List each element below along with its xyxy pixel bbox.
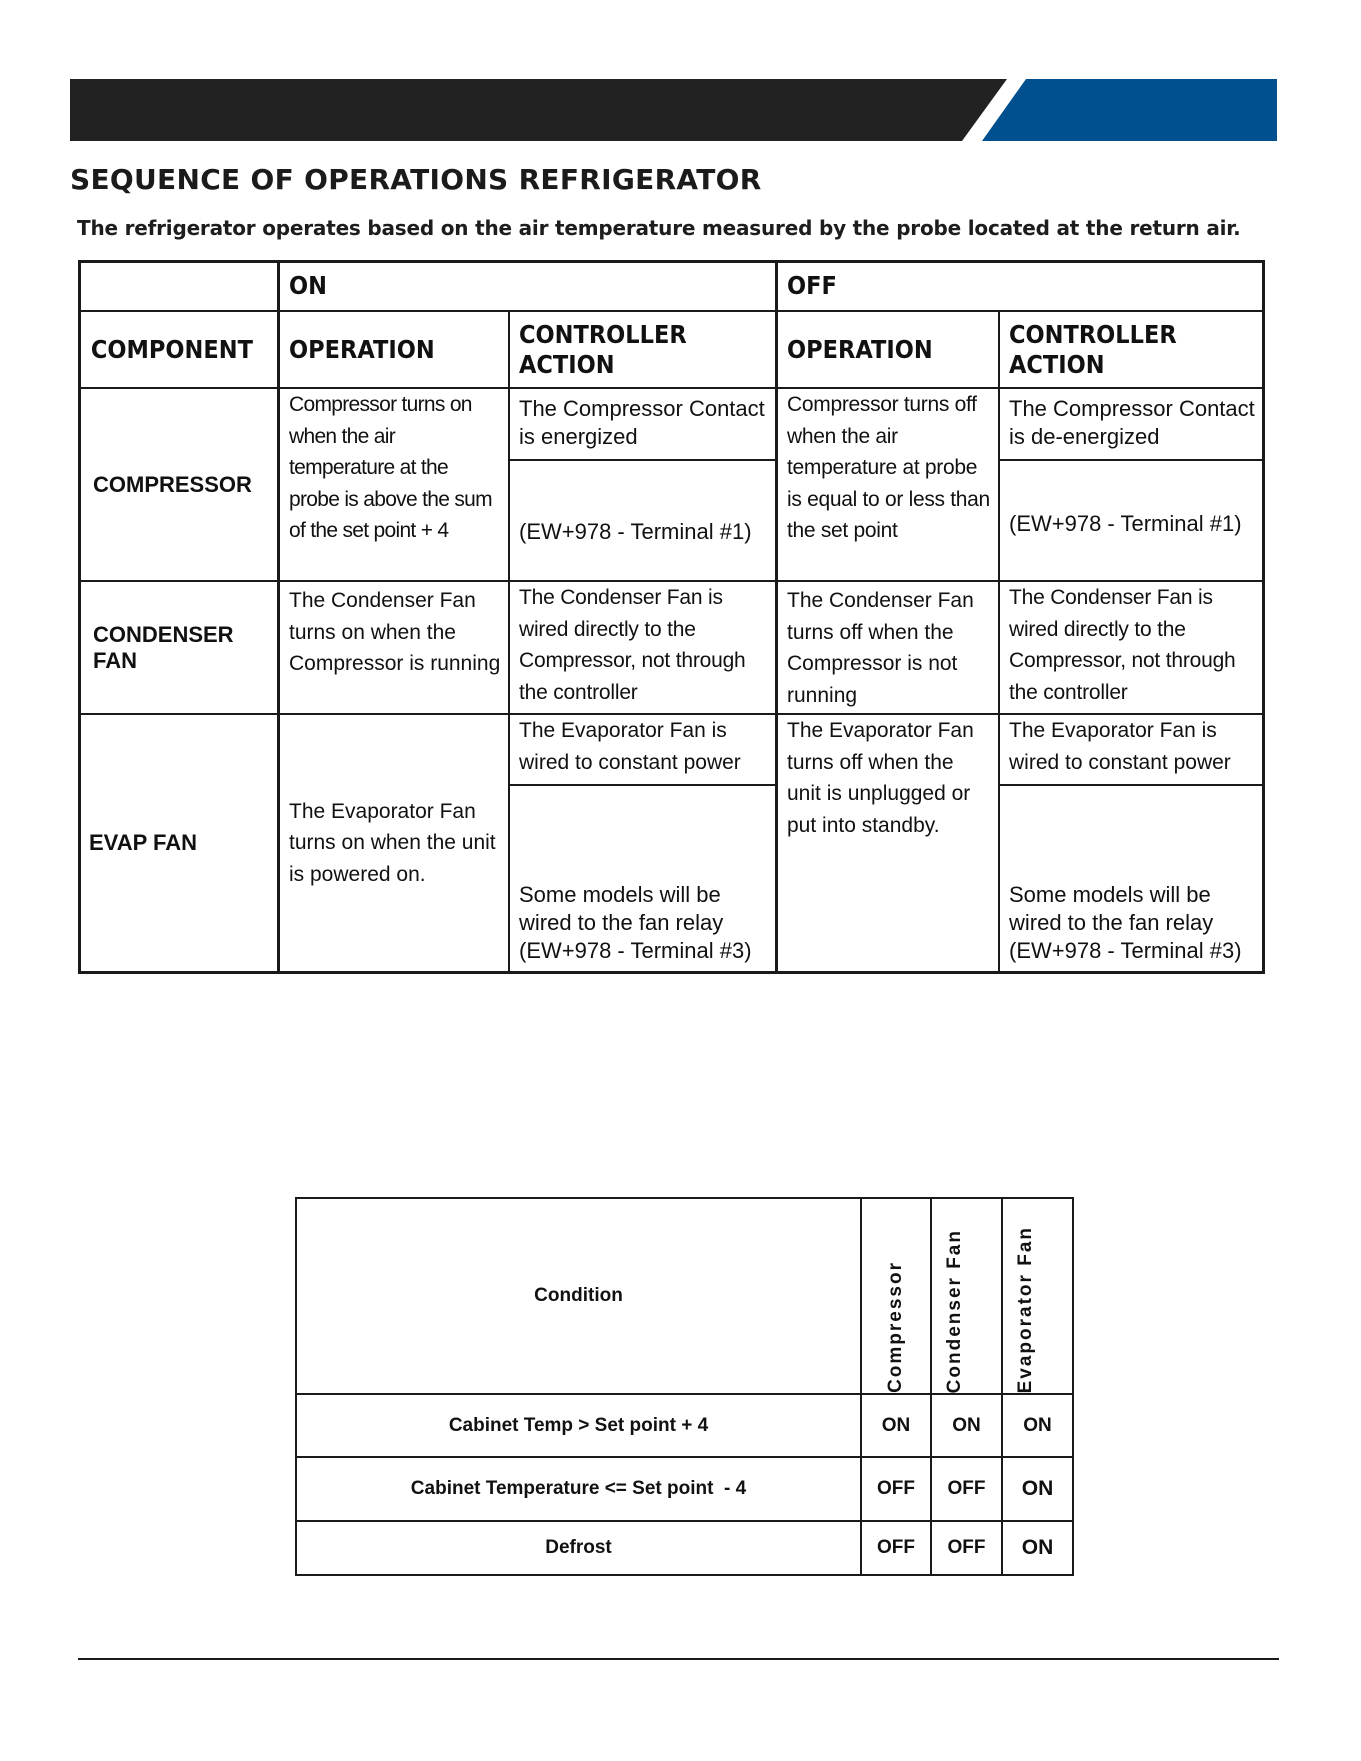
column-header-on-operation: OPERATION	[289, 334, 435, 364]
compressor-off-action-bottom: (EW+978 - Terminal #1)	[1009, 510, 1242, 536]
row-header-compressor: COMPRESSOR	[93, 471, 252, 497]
compressor-on-action-bottom: (EW+978 - Terminal #1)	[519, 518, 752, 544]
compressor-on-action-top: The Compressor Contact is energized	[519, 396, 765, 449]
state-row-evaporator-fan: ON	[1021, 1477, 1054, 1500]
state-row-evaporator-fan: ON	[1021, 1536, 1054, 1559]
state-header-condition: Condition	[534, 1285, 623, 1306]
evap-fan-on-operation: The Evaporator Fan turns on when the unit is powered on.	[289, 799, 496, 886]
state-row-condenser-fan: ON	[952, 1414, 981, 1436]
state-row-compressor: OFF	[877, 1478, 915, 1499]
condenser-fan-off-operation: The Condenser Fan turns off when the Compressor is not running	[787, 589, 974, 707]
state-header-compressor-cell	[862, 1199, 930, 1393]
page-title: SEQUENCE OF OPERATIONS REFRIGERATOR	[70, 163, 762, 196]
state-row-condition: Defrost	[545, 1537, 612, 1558]
state-row-condition: Cabinet Temperature <= Set point - 4	[410, 1478, 747, 1499]
state-header-compressor: Compressor	[885, 1261, 906, 1393]
compressor-on-operation: Compressor turns on when the air temperature at the probe is above the sum of the set point + 4	[289, 393, 492, 542]
evap-fan-off-operation: The Evaporator Fan turns off when the unit is unplugged or put into standby.	[787, 719, 974, 837]
column-header-off-operation: OPERATION	[787, 334, 933, 364]
row-header-condenser-fan: CONDENSER FAN	[93, 621, 234, 673]
state-header-evaporator-fan-cell	[1003, 1199, 1072, 1393]
evap-fan-on-action-bottom: Some models will be wired to the fan relay (EW+978 - Terminal #3)	[519, 882, 752, 963]
header-band-dark	[70, 79, 1007, 141]
state-row-condenser-fan: OFF	[947, 1537, 986, 1558]
state-row-compressor: OFF	[877, 1537, 915, 1558]
evap-fan-off-action-bottom: Some models will be wired to the fan relay (EW+978 - Terminal #3)	[1009, 882, 1242, 963]
condenser-fan-on-operation: The Condenser Fan turns on when the Compressor is running	[289, 589, 501, 675]
table-line	[78, 260, 1265, 263]
evap-fan-off-action-top: The Evaporator Fan is wired to constant power	[1009, 719, 1231, 774]
row-header-evap-fan: EVAP FAN	[89, 830, 197, 855]
header-band-accent	[982, 79, 1277, 141]
compressor-off-operation: Compressor turns off when the air temperature at probe is equal to or less than the set point	[787, 393, 990, 542]
page-intro: The refrigerator operates based on the air temperature measured by the probe located at the return air.	[77, 216, 1241, 240]
table-line	[78, 971, 1265, 974]
state-header-evaporator-fan: Evaporator Fan	[1014, 1225, 1036, 1393]
state-row-condition: Cabinet Temp > Set point + 4	[448, 1414, 709, 1436]
group-header-on: ON	[289, 271, 327, 300]
condenser-fan-on-action: The Condenser Fan is wired directly to the Compressor, not through the controller	[519, 586, 746, 704]
compressor-off-action-top: The Compressor Contact is de-energized	[1009, 396, 1255, 449]
table-line	[1262, 260, 1265, 973]
column-header-on-controller-action: CONTROLLER ACTION	[519, 319, 687, 379]
table-line	[295, 1574, 1074, 1576]
condenser-fan-off-action: The Condenser Fan is wired directly to the Compressor, not through the controller	[1009, 586, 1236, 704]
state-row-compressor: ON	[881, 1414, 911, 1436]
state-header-condenser-fan-cell	[932, 1199, 1001, 1393]
column-header-component: COMPONENT	[90, 334, 253, 364]
evap-fan-on-action-top: The Evaporator Fan is wired to constant power	[519, 719, 741, 774]
column-header-off-controller-action: CONTROLLER ACTION	[1009, 319, 1177, 379]
state-header-condenser-fan: Condenser Fan	[943, 1228, 965, 1393]
header-band	[70, 79, 1277, 141]
footer-rule	[78, 1658, 1279, 1660]
state-row-condenser-fan: OFF	[947, 1478, 986, 1499]
state-row-evaporator-fan: ON	[1023, 1414, 1052, 1436]
group-header-off: OFF	[787, 271, 837, 300]
